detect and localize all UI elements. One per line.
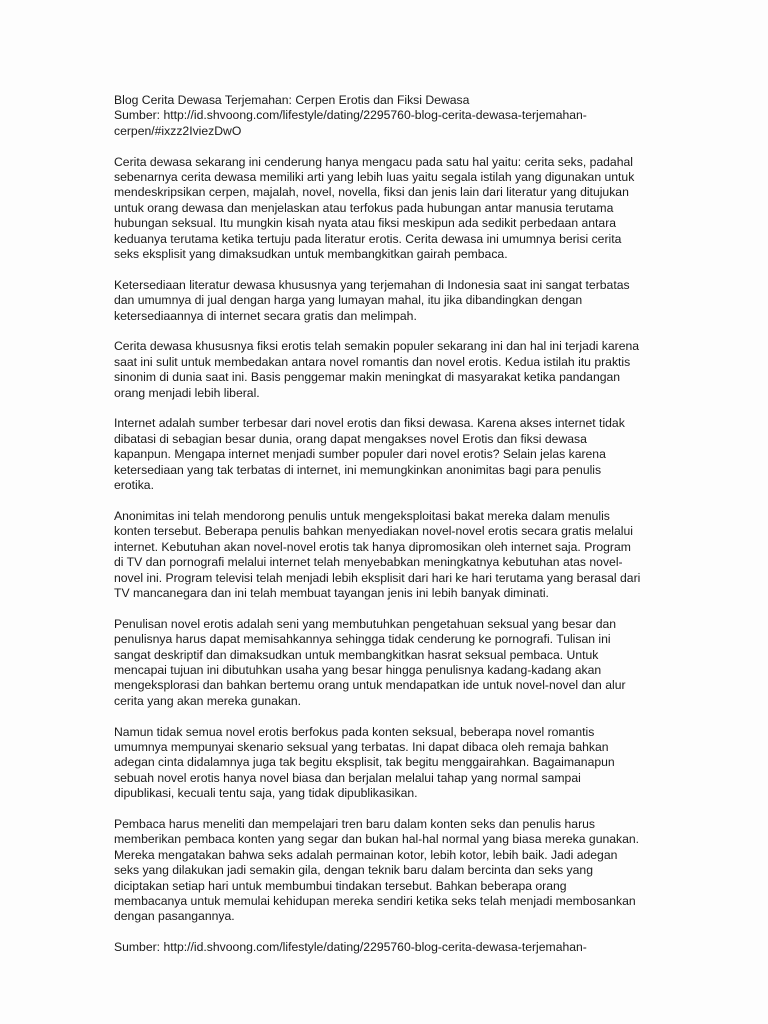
paragraph-2: Ketersediaan literatur dewasa khususnya yang terjemahan di Indonesia saat ini sangat terbatas dan umumnya di jual dengan harga yang lumayan mahal, itu jika dibandingkan dengan ketersediaannya di internet secara gratis dan melimpah.	[114, 277, 630, 323]
paragraph-5: Anonimitas ini telah mendorong penulis untuk mengeksploitasi bakat mereka dalam menulis konten tersebut. Beberapa penulis bahkan menyediakan novel-novel erotis secara gratis melalui internet. Kebutuhan akan novel-novel erotis tak hanya dipromosikan oleh internet saja. Program di TV dan pornografi melalui internet telah menyebabkan meningkatnya kebutuhan atas novel- novel ini. Program televisi telah menjadi lebih eksplisit dari hari ke hari terutama yang berasal dari TV mancanegara dan ini telah membuat tayangan jenis ini lebih banyak diminati.	[114, 508, 641, 600]
document-footer: Sumber: http://id.shvoong.com/lifestyle/dating/2295760-blog-cerita-dewasa-terjemahan-	[114, 940, 587, 955]
paragraph-4: Internet adalah sumber terbesar dari novel erotis dan fiksi dewasa. Karena akses internet tidak dibatasi di sebagian besar dunia, orang dapat mengakses novel Erotis dan fiksi dewasa kapanpun. Mengapa internet menjadi sumber populer dari novel erotis? Selain jelas karena ketersediaan yang tak terbatas di internet, ini memungkinkan anonimitas bagi para penulis erotika.	[114, 416, 625, 493]
paragraph-8: Pembaca harus meneliti dan mempelajari tren baru dalam konten seks dan penulis harus memberikan pembaca konten yang segar dan bukan hal-hal normal yang biasa mereka gunakan. Mereka mengatakan bahwa seks adalah permainan kotor, lebih kotor, lebih baik. Jadi adegan seks yang dilakukan jadi semakin gila, dengan teknik baru dalam bercinta dan seks yang diciptakan setiap hari untuk membumbui tindakan tersebut. Bahkan beberapa orang membacanya untuk memulai kehidupan mereka sendiri ketika seks telah menjadi membosankan dengan pasangannya.	[114, 816, 640, 924]
document-header: Blog Cerita Dewasa Terjemahan: Cerpen Erotis dan Fiksi Dewasa Sumber: http://id.shvoong.com/lifestyle/dating/2295760-blog-cerita-dewasa-terjemahan- cerpen/#ixzz2IviezDwO	[114, 93, 587, 138]
document-page	[114, 93, 659, 971]
paragraph-1: Cerita dewasa sekarang ini cenderung hanya mengacu pada satu hal yaitu: cerita seks, padahal sebenarnya cerita dewasa memiliki arti yang lebih luas yaitu segala istilah yang digunakan untuk mendeskripsikan cerpen, majalah, novel, novella, fiksi dan jenis lain dari literatur yang ditujukan untuk orang dewasa dan menjelaskan atau terfokus pada hubungan antar manusia terutama hubungan seksual. Itu mungkin kisah nyata atau fiksi meskipun ada sedikit perbedaan antara keduanya terutama ketika tertuju pada literatur erotis. Cerita dewasa ini umumnya berisi cerita seks eksplisit yang dimaksudkan untuk membangkitkan gairah pembaca.	[114, 154, 635, 262]
paragraph-3: Cerita dewasa khususnya fiksi erotis telah semakin populer sekarang ini dan hal ini terjadi karena saat ini sulit untuk membedakan antara novel romantis dan novel erotis. Kedua istilah itu praktis sinonim di dunia saat ini. Basis penggemar makin meningkat di masyarakat ketika pandangan orang menjadi lebih liberal.	[114, 339, 640, 400]
paragraph-7: Namun tidak semua novel erotis berfokus pada konten seksual, beberapa novel romantis umumnya mempunyai skenario seksual yang terbatas. Ini dapat dibaca oleh remaja bahkan adegan cinta didalamnya juga tak begitu eksplisit, tak begitu menggairahkan. Bagaimanapun sebuah novel erotis hanya novel biasa dan berjalan melalui tahap yang normal sampai dipublikasi, kecuali tentu saja, yang tidak dipublikasikan.	[114, 724, 615, 801]
paragraph-6: Penulisan novel erotis adalah seni yang membutuhkan pengetahuan seksual yang besar dan penulisnya harus dapat memisahkannya sehingga tidak cenderung ke pornografi. Tulisan ini sangat deskriptif dan dimaksudkan untuk membangkitkan hasrat seksual pembaca. Untuk mencapai tujuan ini dibutuhkan usaha yang besar hingga penulisnya kadang-kadang akan mengeksplorasi dan bahkan bertemu orang untuk mendapatkan ide untuk novel-novel dan alur cerita yang akan mereka gunakan.	[114, 616, 626, 708]
